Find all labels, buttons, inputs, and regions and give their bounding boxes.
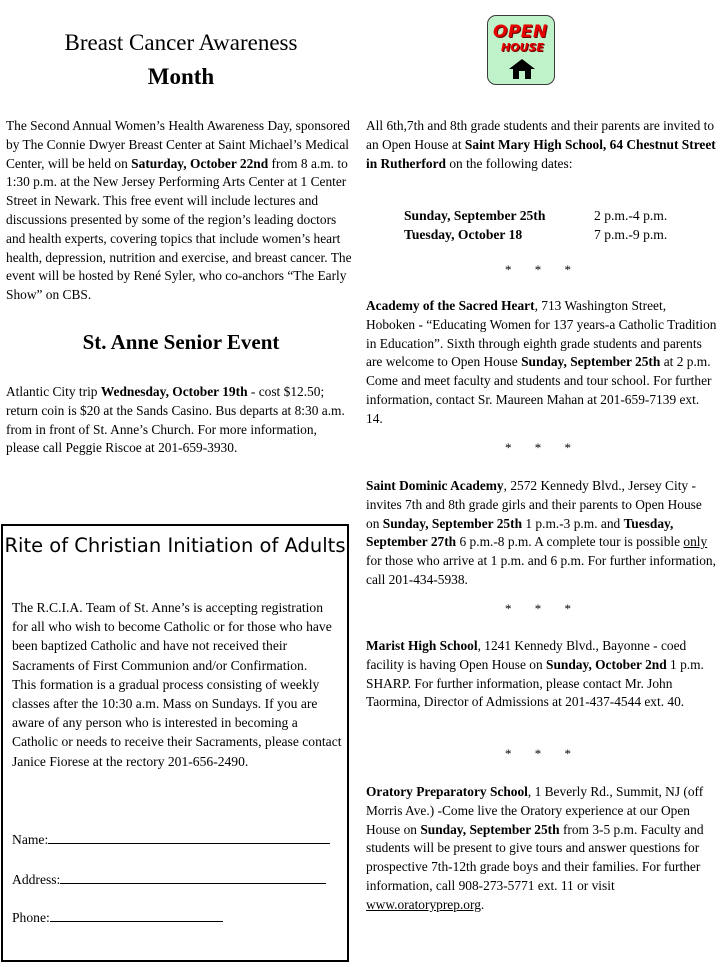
awareness-day-paragraph — [6, 117, 352, 305]
awareness-date: Saturday, October 22nd — [131, 155, 269, 171]
dominic-text-3: 6 p.m.-8 p.m. A complete tour is possible — [456, 534, 684, 550]
senior-text-2: - cost $12.50; return coin is $20 at the Sands Casino. Bus departs at 8:30 a.m. from in front of St. Anne’s Church. For more information, please call Peggie Riscoe at 201-659-3930. — [6, 384, 345, 456]
awareness-text-1: The Second Annual Women’s Health Awareness Day, sponsored by The Connie Dwyer Breast Center at Saint Michael’s Medical Center, will be held on — [6, 118, 350, 171]
senior-date: Wednesday, October 19th — [100, 384, 248, 399]
marist-text-2: 1 p.m. SHARP. For further information, please contact Mr. John Taormina, Director of Admissions at 201-437-4544 ext. 40. — [366, 656, 704, 710]
sacred-heart-text-1: , 713 Washington Street, Hoboken - “Educating Women for 137 years-a Catholic Tradition in Education”. Sixth through eighth grade students and parents are welcome to Open House — [366, 298, 717, 370]
name-line[interactable] — [48, 830, 330, 844]
phone-line[interactable] — [50, 908, 223, 922]
house-icon — [508, 58, 536, 80]
senior-text-1: Atlantic City trip — [6, 384, 101, 399]
sacred-heart-date: Sunday, September 25th — [521, 354, 661, 370]
schedule-row — [404, 206, 667, 225]
heading-line-2: Month — [147, 64, 215, 89]
oratory-text-1: , 1 Beverly Rd., Summit, NJ (off Morris Ave.) -Come live the Oratory experience at our Open House on — [366, 784, 704, 837]
separator: * * * — [505, 601, 581, 616]
marist-date: Sunday, October 2nd — [546, 656, 667, 672]
saint-mary-intro — [366, 117, 718, 173]
rcia-body — [12, 598, 342, 771]
dominic-text-1: , 2572 Kennedy Blvd., Jersey City - invites 7th and 8th grade girls and their parents to Open House on — [366, 478, 702, 531]
address-label: Address: — [12, 872, 61, 887]
dominic-date-2: Tuesday, September 27th — [366, 515, 674, 550]
schedule-time: 2 p.m.-4 p.m. — [594, 208, 668, 223]
oratory-website-link[interactable]: www.oratoryprep.org — [366, 896, 481, 912]
saint-mary-name: Saint Mary High School, 64 Chestnut Street in Rutherford — [366, 136, 716, 171]
name-label: Name: — [12, 832, 49, 847]
logo-open-text: OPEN — [493, 22, 548, 42]
marist-text-1: , 1241 Kennedy Blvd., Bayonne - coed facility is having Open House on — [366, 638, 687, 672]
oratory-text-2: from 3-5 p.m. Faculty and students will be present to give tours and answer questions for prospective 7th-12th grade boys and their families. For further information, call 908-273-5771 ext. 11 or visit — [366, 821, 704, 893]
intro-text-2: on the following dates: — [445, 155, 573, 171]
saint-dominic-paragraph — [366, 477, 718, 590]
open-house-logo — [487, 15, 555, 85]
senior-event-paragraph — [6, 383, 352, 458]
sacred-heart-name: Academy of the Sacred Heart — [366, 298, 535, 313]
address-line[interactable] — [60, 870, 326, 884]
schedule-row — [404, 225, 667, 244]
intro-text-1: All 6th,7th and 8th grade students and their parents are invited to an Open House at — [366, 118, 715, 152]
phone-field[interactable] — [12, 908, 223, 926]
awareness-text-2: from 8 a.m. to 1:30 p.m. at the New Jersey Performing Arts Center at 1 Center Street in Newark. This free event will include lectures and discussions presented by some of the region’s leading doctors and health experts, covering topics that include women’s heart health, depression, nutrition and exercise, and breast cancer. The event will be hosted by René Syler, who co-anchors “The Early Show” on CBS. — [6, 155, 352, 303]
open-house-schedule — [404, 206, 667, 244]
sacred-heart-paragraph — [366, 297, 718, 429]
rcia-paragraph-2: This formation is a gradual process consisting of weekly classes after the 10:30 a.m. Mass on Sundays. If you are aware of any person who is interested in becoming a Catholic or needs to receive their Sacraments, please contact Janice Fiorese at the rectory 201-656-2490. — [12, 676, 342, 769]
address-field[interactable] — [12, 870, 326, 888]
rcia-title: Rite of Christian Initiation of Adults — [4, 534, 346, 557]
marist-paragraph — [366, 637, 718, 712]
oratory-text-3: . — [480, 896, 485, 912]
oratory-date: Sunday, September 25th — [420, 821, 560, 837]
name-field[interactable] — [12, 830, 330, 848]
breast-cancer-heading — [0, 26, 362, 94]
oratory-paragraph — [366, 783, 718, 915]
oratory-name: Oratory Preparatory School — [366, 784, 528, 799]
dominic-only: only — [683, 534, 708, 550]
dominic-text-2: 1 p.m.-3 p.m. and — [522, 515, 624, 531]
dominic-date-1: Sunday, September 25th — [382, 515, 523, 531]
dominic-text-4: for those who arrive at 1 p.m. and 6 p.m. For further information, call 201-434-5938. — [366, 553, 716, 587]
dominic-name: Saint Dominic Academy — [366, 478, 504, 493]
schedule-date: Tuesday, October 18 — [404, 227, 523, 242]
rcia-paragraph-1: The R.C.I.A. Team of St. Anne’s is accepting registration for all who wish to become Catholic or for those who have been baptized Catholic and have not received their Sacraments of First Communion and/or Confirmation. — [12, 600, 332, 673]
separator: * * * — [505, 262, 581, 277]
sacred-heart-text-2: at 2 p.m. Come and meet faculty and students and tour school. For further information, contact Sr. Maureen Mahan at 201-659-7139 ext. 14. — [366, 354, 712, 426]
schedule-time: 7 p.m.-9 p.m. — [594, 227, 668, 242]
heading-line-1: Breast Cancer Awareness — [64, 30, 298, 55]
senior-event-heading: St. Anne Senior Event — [82, 330, 280, 354]
rcia-box — [1, 524, 349, 962]
separator: * * * — [505, 440, 581, 455]
phone-label: Phone: — [12, 910, 50, 925]
logo-house-text: HOUSE — [501, 41, 544, 54]
marist-name: Marist High School — [366, 638, 478, 653]
separator: * * * — [505, 746, 581, 761]
schedule-date: Sunday, September 25th — [404, 208, 546, 223]
